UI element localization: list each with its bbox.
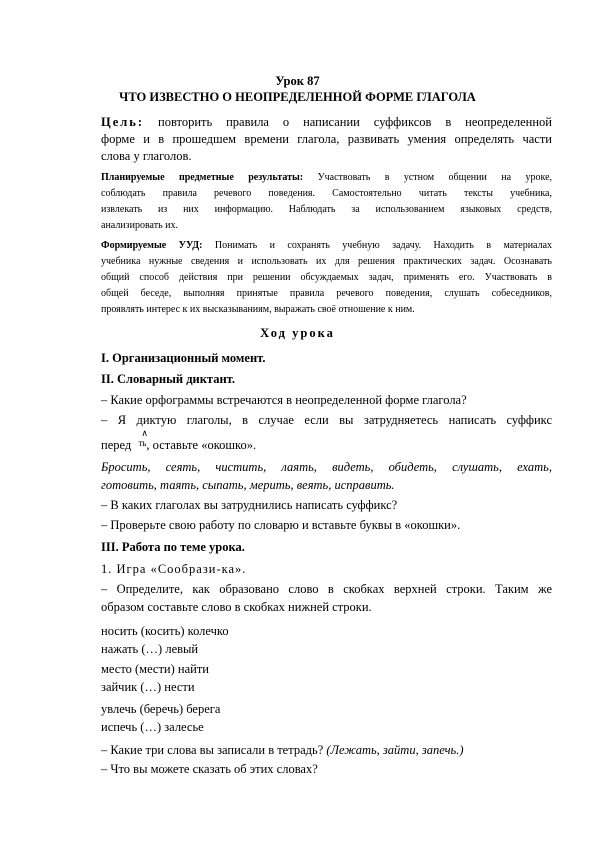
uud-line-1: Формируемые УУД: Понимать и сохранять учебную задачу. Находить в материалах bbox=[101, 240, 552, 251]
dictation-question-4: – Проверьте свою работу по словарю и вставьте буквы в «окошки». bbox=[101, 518, 461, 532]
game-question: – Какие три слова вы записали в тетрадь? (Лежать, зайти, запечь.) bbox=[101, 743, 464, 757]
section-2-heading: II. Словарный диктант. bbox=[101, 372, 235, 386]
game-pair-2: нажать (…) левый bbox=[101, 642, 199, 656]
course-heading: Ход урока bbox=[260, 326, 335, 340]
planned-line-1: Планируемые предметные результаты: Участвовать в устном общении на уроке, bbox=[101, 172, 552, 183]
game-pair-1: носить (косить) колечко bbox=[101, 624, 229, 638]
dictation-words-line-1: Бросить, сеять, чистить, лаять, видеть, обидеть, слушать, ехать, bbox=[101, 460, 552, 474]
game-pair-3: место (мести) найти bbox=[101, 662, 209, 676]
dictation-words-line-2: готовить, таять, сыпать, мерить, веять, исправить. bbox=[101, 478, 395, 492]
section-1-heading: I. Организационный момент. bbox=[101, 351, 266, 365]
uud-label: Формируемые УУД: bbox=[101, 240, 203, 251]
dictation-question-1: – Какие орфограммы встречаются в неопределенной форме глагола? bbox=[101, 393, 467, 407]
uud-line-4: общей беседе, выполняя принятые правила речевого поведения, слушать собеседников, bbox=[101, 288, 552, 299]
planned-label: Планируемые предметные результаты: bbox=[101, 172, 304, 183]
game-pair-4: зайчик (…) нести bbox=[101, 680, 195, 694]
goal-line-1: Цель: повторить правила о написании суффиксов в неопределенной bbox=[101, 115, 552, 129]
dictation-question-3: – В каких глаголах вы затруднились написать суффикс? bbox=[101, 498, 398, 512]
game-instruction-line-1: – Определите, как образовано слово в скобках верхней строки. Таким же bbox=[101, 582, 552, 596]
dictation-question-2-cont: перед ∧ $^{ть}$, оставьте «окошко». bbox=[101, 428, 257, 452]
game-pair-5: увлечь (беречь) берега bbox=[101, 702, 221, 716]
goal-line-2: форме и в прошедшем времени глагола, развивать умения определять части bbox=[101, 132, 552, 146]
suffix-window bbox=[138, 428, 148, 454]
lesson-title: ЧТО ИЗВЕСТНО О НЕОПРЕДЕЛЕННОЙ ФОРМЕ ГЛАГОЛА bbox=[119, 90, 476, 104]
uud-line-5: проявлять интерес к их высказываниям, выражать своё отношение к ним. bbox=[101, 304, 415, 315]
uud-line-3: общий способ действия при решении обсуждаемых задач, применять его. Участвовать в bbox=[101, 272, 552, 283]
planned-line-4: анализировать их. bbox=[101, 220, 179, 231]
dictation-question-2: – Я диктую глаголы, в случае если вы затрудняетесь написать суффикс bbox=[101, 413, 552, 427]
planned-line-2: соблюдать правила речевого поведения. Самостоятельно читать тексты учебника, bbox=[101, 188, 552, 199]
lesson-number: Урок 87 bbox=[275, 74, 320, 88]
goal-line-3: слова у глаголов. bbox=[101, 149, 192, 163]
uud-line-2: учебника нужные сведения и использовать их для решения практических задач. Осознавать bbox=[101, 256, 552, 267]
planned-line-3: извлекать из них информацию. Наблюдать за использованием языковых средств, bbox=[101, 204, 552, 215]
game-answer: (Лежать, зайти, запечь.) bbox=[326, 743, 464, 757]
goal-label: Цель: bbox=[101, 115, 145, 129]
section-3-heading: III. Работа по теме урока. bbox=[101, 540, 245, 554]
game-title: 1. Игра «Сообрази-ка». bbox=[101, 562, 247, 576]
caret-mark: ∧ bbox=[141, 428, 148, 438]
game-instruction-line-2: образом составьте слово в скобках нижней строки. bbox=[101, 600, 372, 614]
suffix-box: ть bbox=[138, 438, 147, 448]
game-pair-6: испечь (…) залесье bbox=[101, 720, 204, 734]
game-last-question: – Что вы можете сказать об этих словах? bbox=[101, 762, 318, 776]
